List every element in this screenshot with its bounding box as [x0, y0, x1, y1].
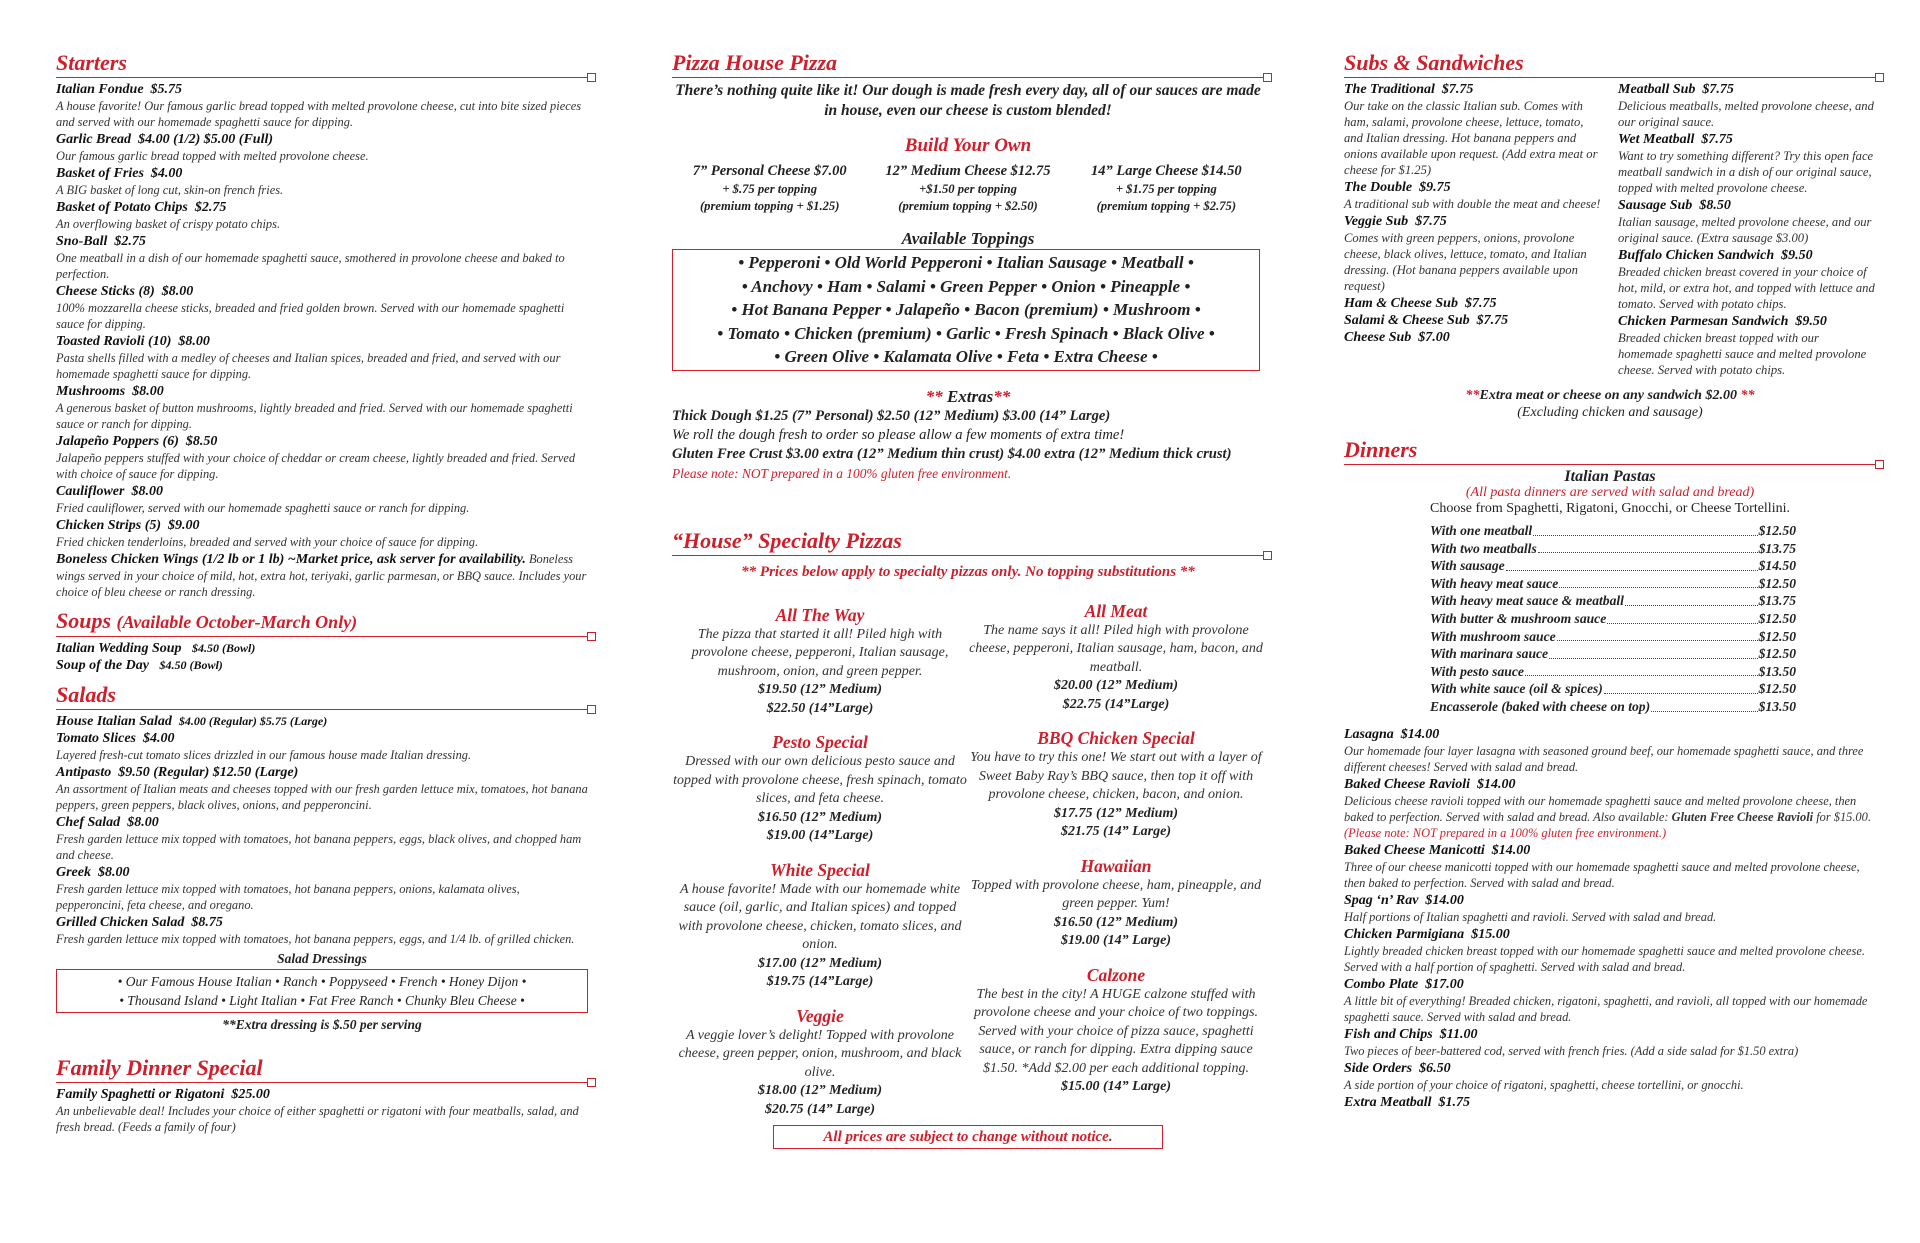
specialty-pizza	[968, 728, 1264, 842]
pasta-subtitle: (All pasta dinners are served with salad and bread)	[1465, 485, 1755, 500]
pizza-desc: Dressed with our own delicious pesto sauce and topped with provolone cheese, fresh spinach, tomato slices, and feta cheese.	[673, 754, 967, 806]
menu-item-desc: Our homemade four layer lasagna with seasoned ground beef, our homemade spaghetti sauce, and three different cheeses! Served with salad and bread.	[1344, 743, 1864, 774]
pizza-desc: A veggie lover’s delight! Topped with provolone cheese, green pepper, onion, mushroom, and black olive.	[678, 1027, 962, 1080]
extra-dressing-note: **Extra dressing is $.50 per serving	[222, 1017, 422, 1032]
specialty-pizza-grid	[672, 589, 1264, 1134]
price-change-notice: All prices are subject to change without notice.	[773, 1125, 1163, 1149]
menu-item-desc: An overflowing basket of crispy potato chips.	[56, 217, 281, 231]
specialty-pizza	[672, 1006, 968, 1120]
menu-item-name: Chicken Parmigiana $15.00	[1344, 926, 1510, 942]
pasta-row: With white sauce (oil & spices) $12.50	[1430, 681, 1796, 697]
menu-item-name: Mushrooms $8.00	[56, 384, 164, 399]
menu-item-name: Sausage Sub $8.50	[1618, 198, 1731, 213]
menu-item-name: Basket of Fries $4.00	[56, 166, 183, 181]
pizza-price: $17.00 (12” Medium)	[757, 955, 883, 971]
wings-item	[56, 551, 588, 600]
menu-item-desc: A BIG basket of long cut, skin-on french fries.	[56, 183, 284, 197]
menu-item-desc: Jalapeño peppers stuffed with your choice of cheddar or cream cheese, lightly breaded and fried. Served with choice of sauce for dipping.	[56, 451, 576, 481]
pizza-size-topping: +$1.50 per topping	[919, 182, 1017, 196]
pizza-size-premium: (premium topping + $1.25)	[699, 199, 840, 213]
menu-item-name: Lasagna $14.00	[1344, 726, 1440, 742]
menu-item-desc: Delicious meatballs, melted provolone cheese, and our original sauce.	[1618, 99, 1874, 129]
wings-name: Boneless Chicken Wings (1/2 lb or 1 lb) ~Market price, ask server for availability.	[56, 552, 526, 567]
menu-item-name: The Double $9.75	[1344, 180, 1451, 195]
pizza-price: $20.75 (14” Large)	[764, 1101, 876, 1117]
menu-item-name: Chicken Strips (5) $9.00	[56, 518, 200, 533]
menu-item-desc: Want to try something different? Try this open face meatball sandwich in a dish of our original sauce, topped with melted provolone cheese.	[1618, 149, 1874, 195]
pizza-sizes	[672, 161, 1264, 215]
subs-heading: Subs & Sandwiches	[1344, 52, 1876, 78]
pizza-price: $19.00 (14” Large)	[1060, 933, 1172, 948]
pasta-price-list	[1430, 522, 1796, 716]
specialty-pizza	[672, 732, 968, 846]
menu-item-desc: Lightly breaded chicken breast topped with our homemade spaghetti sauce and melted provolone cheese. Served with a half portion of spaghetti. Served with salad and bread.	[1344, 943, 1865, 974]
menu-item-desc: Fresh garden lettuce mix topped with tomatoes, hot banana peppers, eggs, black olives, and chopped ham and cheese.	[56, 832, 582, 862]
pasta-choose-note: Choose from Spaghetti, Rigatoni, Gnocchi, or Cheese Tortellini.	[1430, 501, 1790, 516]
dinners-heading: Dinners	[1344, 439, 1876, 465]
menu-item-desc: Fried cauliflower, served with our homemade spaghetti sauce or ranch for dipping.	[56, 501, 470, 515]
pizza-price: $19.50 (12” Medium)	[757, 682, 883, 697]
menu-item-desc: Breaded chicken breast topped with our homemade spaghetti sauce and melted provolone cheese. Served with potato chips.	[1618, 331, 1867, 377]
pasta-row: With mushroom sauce $12.50	[1430, 628, 1796, 644]
pizza-name: Hawaiian	[1080, 855, 1152, 876]
menu-item-name: Tomato Slices $4.00	[56, 731, 175, 746]
menu-item-desc: 100% mozzarella cheese sticks, breaded and fried golden brown. Served with our homemade spaghetti sauce for dipping.	[56, 301, 565, 331]
pizza-name: White Special	[770, 859, 870, 880]
menu-item-name: Jalapeño Poppers (6) $8.50	[56, 434, 218, 449]
pizza-price: $15.00 (14” Large)	[1060, 1079, 1172, 1094]
menu-item-name: Side Orders $6.50	[1344, 1060, 1451, 1076]
pizza-tagline: There’s nothing quite like it! Our dough is made fresh every day, all of our sauces are made in house, even our cheese is custom blended!	[675, 82, 1261, 119]
pizza-size-name: 12” Medium Cheese $12.75	[885, 163, 1051, 179]
specialty-pizza	[672, 605, 968, 719]
menu-item-desc: One meatball in a dish of our homemade spaghetti sauce, smothered in provolone cheese and baked to perfection.	[56, 251, 565, 281]
menu-item-name: Baked Cheese Ravioli $14.00	[1344, 776, 1516, 792]
extras-title: ** Extras**	[925, 386, 1011, 406]
menu-item-name: Ham & Cheese Sub $7.75	[1344, 296, 1497, 311]
pasta-row: With sausage $14.50	[1430, 558, 1796, 574]
pizza-desc: The name says it all! Piled high with provolone cheese, pepperoni, Italian sausage, ham, bacon, and meatball.	[969, 622, 1263, 675]
menu-item-desc: Layered fresh-cut tomato slices drizzled in our famous house made Italian dressing.	[56, 748, 472, 762]
pizza-house-heading: Pizza House Pizza	[672, 52, 1264, 78]
pizza-price: $19.75 (14”Large)	[766, 974, 874, 989]
toppings-line: • Tomato • Chicken (premium) • Garlic • Fresh Spinach • Black Olive •	[717, 323, 1215, 343]
soups-heading: Soups (Available October-March Only)	[56, 610, 588, 637]
menu-item-name: Wet Meatball $7.75	[1618, 132, 1733, 147]
menu-item-name: Cauliflower $8.00	[56, 484, 163, 499]
menu-item-desc: Comes with green peppers, onions, provolone cheese, black olives, lettuce, tomato, and Italian dressing. (Hot banana peppers available upon request)	[1344, 231, 1587, 293]
dressings-line: • Our Famous House Italian • Ranch • Poppyseed • French • Honey Dijon •	[117, 974, 527, 989]
menu-item-name: Meatball Sub $7.75	[1618, 82, 1734, 97]
menu-column-left	[56, 52, 588, 1136]
toppings-line: • Hot Banana Pepper • Jalapeño • Bacon (premium) • Mushroom •	[731, 300, 1201, 319]
pizza-price: $22.75 (14”Large)	[1062, 696, 1170, 712]
menu-item-name: Basket of Potato Chips $2.75	[56, 200, 227, 215]
menu-item-desc: An assortment of Italian meats and cheeses topped with our fresh garden lettuce mix, tomatoes, hot banana peppers, green peppers, black olives, onions, and pepperoncini.	[56, 782, 588, 812]
pasta-row: Encasserole (baked with cheese on top) $13.50	[1430, 698, 1796, 714]
menu-item-desc: A house favorite! Our famous garlic bread topped with melted provolone cheese, cut into bite sized pieces and served with our homemade spaghetti sauce for dipping.	[56, 99, 582, 129]
salad-dressings-box	[56, 969, 588, 1013]
pizza-size-premium: (premium topping + $2.75)	[1096, 199, 1237, 213]
starters-list	[56, 81, 588, 600]
specialty-pizza	[968, 965, 1264, 1097]
pizza-price: $22.50 (14”Large)	[766, 700, 874, 716]
menu-column-right	[1344, 52, 1876, 1111]
menu-item-desc: Delicious cheese ravioli topped with our homemade spaghetti sauce and melted provolone cheese, then baked to perfection. Served with salad and bread. Also available: Gluten Free Cheese Ravioli for $15.00. (Please note: NOT prepared in a 100% gluten free environment.)	[1344, 793, 1871, 840]
italian-pastas-title: Italian Pastas	[1564, 468, 1656, 485]
pizza-name: Calzone	[1086, 964, 1146, 985]
pasta-row: With butter & mushroom sauce $12.50	[1430, 610, 1796, 626]
pizza-desc: The best in the city! A HUGE calzone stuffed with provolone cheese and your choice of two toppings. Served with your choice of pizza sauce, spaghetti sauce, or ranch for dipping. Extra dipping sauce $1.50. *Add $2.00 per each additional topping.	[973, 986, 1259, 1076]
specialty-pizza	[968, 856, 1264, 951]
menu-item-name: Fish and Chips $11.00	[1344, 1026, 1478, 1042]
pizza-desc: The pizza that started it all! Piled high with provolone cheese, pepperoni, Italian sausage, mushroom, onion, and green pepper.	[691, 626, 949, 679]
menu-item-name: Veggie Sub $7.75	[1344, 214, 1447, 229]
specialty-pizzas-heading: “House” Specialty Pizzas	[672, 530, 1264, 556]
subs-column-left	[1344, 81, 1602, 379]
pasta-row: With one meatball $12.50	[1430, 523, 1796, 538]
menu-item-desc: An unbelievable deal! Includes your choice of either spaghetti or rigatoni with four meatballs, salad, and fresh bread. (Feeds a family of four)	[56, 1104, 579, 1134]
menu-item-name: Soup of the Day $4.50 (Bowl)	[56, 658, 223, 673]
dressings-line: • Thousand Island • Light Italian • Fat Free Ranch • Chunky Bleu Cheese •	[119, 993, 525, 1008]
pizza-price: $20.00 (12” Medium)	[1053, 678, 1179, 693]
menu-item-desc: Half portions of Italian spaghetti and ravioli. Served with salad and bread.	[1344, 909, 1717, 924]
pizza-price: $18.00 (12” Medium)	[757, 1083, 883, 1098]
pasta-row: With heavy meat sauce & meatball $13.75	[1430, 593, 1796, 609]
menu-item-name: Salami & Cheese Sub $7.75	[1344, 313, 1509, 328]
menu-item-name: Italian Wedding Soup $4.50 (Bowl)	[56, 641, 256, 656]
pizza-size-topping: + $.75 per topping	[722, 182, 817, 196]
salads-heading: Salads	[56, 684, 588, 710]
pizza-size	[1069, 161, 1264, 215]
menu-item-desc: Three of our cheese manicotti topped with our homemade spaghetti sauce and melted provolone cheese, then baked to perfection. Served with salad and bread.	[1344, 859, 1860, 890]
toppings-box	[672, 249, 1260, 371]
sandwich-extra-note: **Extra meat or cheese on any sandwich $2.00 **	[1465, 388, 1755, 403]
menu-item-desc: Fried chicken tenderloins, breaded and served with your choice of sauce for dipping.	[56, 535, 479, 549]
menu-item-name: Toasted Ravioli (10) $8.00	[56, 334, 210, 349]
pizza-name: Veggie	[796, 1005, 844, 1026]
menu-item-name: Garlic Bread $4.00 (1/2) $5.00 (Full)	[56, 132, 274, 147]
pizza-desc: Topped with provolone cheese, ham, pineapple, and green pepper. Yum!	[970, 877, 1262, 911]
family-dinner-heading: Family Dinner Special	[56, 1057, 588, 1083]
menu-item-name: Cheese Sticks (8) $8.00	[56, 284, 194, 299]
menu-item-desc: Italian sausage, melted provolone cheese, and our original sauce. (Extra sausage $3.00)	[1618, 215, 1872, 245]
menu-item-name: Antipasto $9.50 (Regular) $12.50 (Large)	[56, 765, 299, 780]
menu-item-desc: Two pieces of beer-battered cod, served with french fries. (Add a side salad for $1.50 extra)	[1344, 1043, 1799, 1058]
specialty-note: ** Prices below apply to specialty pizzas only. No topping substitutions **	[741, 563, 1195, 580]
gluten-free-crust: Gluten Free Crust $3.00 extra (12” Medium thin crust) $4.00 extra (12” Medium thick crust) Please note: NOT prepared in a 100% gluten free environment.	[672, 445, 1232, 481]
pasta-row: With pesto sauce $13.50	[1430, 663, 1796, 679]
pizza-price: $16.50 (12” Medium)	[757, 809, 883, 825]
menu-item-name: Baked Cheese Manicotti $14.00	[1344, 842, 1531, 858]
pasta-row: With marinara sauce $12.50	[1430, 646, 1796, 662]
specialty-pizza	[968, 601, 1264, 715]
pizza-size-name: 7” Personal Cheese $7.00	[692, 163, 847, 179]
pizza-size	[672, 161, 867, 215]
available-toppings-title: Available Toppings	[901, 229, 1035, 248]
pizza-price: $19.00 (14”Large)	[766, 828, 874, 843]
menu-item-desc: Our famous garlic bread topped with melted provolone cheese.	[56, 149, 369, 163]
toppings-line: • Green Olive • Kalamata Olive • Feta • Extra Cheese •	[774, 347, 1158, 366]
pizza-price: $21.75 (14” Large)	[1060, 824, 1172, 839]
menu-item-name: The Traditional $7.75	[1344, 82, 1474, 97]
menu-item-name: House Italian Salad $4.00 (Regular) $5.75 (Large)	[56, 714, 328, 729]
pizza-name: Pesto Special	[772, 732, 868, 752]
menu-item-desc: Our take on the classic Italian sub. Comes with ham, salami, provolone cheese, lettuce, tomato, and Italian dressing. Hot banana peppers and onions available upon request. (Add extra meat or cheese for $1.25)	[1344, 99, 1598, 177]
menu-item-name: Combo Plate $17.00	[1344, 976, 1464, 992]
starters-heading: Starters	[56, 52, 588, 78]
toppings-line: • Anchovy • Ham • Salami • Green Pepper • Onion • Pineapple •	[741, 276, 1191, 296]
pizza-size-premium: (premium topping + $2.50)	[898, 199, 1038, 213]
pizza-price: $16.50 (12” Medium)	[1053, 914, 1179, 930]
pizza-size-topping: + $1.75 per topping	[1115, 182, 1217, 196]
subs-column-right	[1618, 81, 1876, 379]
menu-item-name: Buffalo Chicken Sandwich $9.50	[1618, 248, 1813, 263]
thick-dough: Thick Dough $1.25 (7” Personal) $2.50 (12” Medium) $3.00 (14” Large)	[672, 407, 1111, 424]
menu-item-desc: Fresh garden lettuce mix topped with tomatoes, hot banana peppers, eggs, and 1/4 lb. of grilled chicken.	[56, 932, 575, 946]
menu-item-name: Italian Fondue $5.75	[56, 82, 183, 97]
salad-dressings-title: Salad Dressings	[277, 951, 367, 966]
pizza-desc: You have to try this one! We start out with a layer of Sweet Baby Ray’s BBQ sauce, then top it off with provolone cheese, chicken, bacon, and onion.	[970, 750, 1262, 802]
pizza-desc: A house favorite! Made with our homemade white sauce (oil, garlic, and Italian spices) and topped with provolone cheese, chicken, tomato slices, and onion.	[678, 881, 962, 952]
menu-item-desc: Pasta shells filled with a medley of cheeses and Italian spices, breaded and fried, and served with our homemade spaghetti sauce for dipping.	[56, 351, 561, 381]
pasta-row: With two meatballs $13.75	[1430, 540, 1796, 556]
build-your-own-title: Build Your Own	[904, 135, 1032, 156]
menu-item-name: Sno-Ball $2.75	[56, 234, 146, 249]
menu-item-name: Spag ‘n’ Rav $14.00	[1344, 892, 1464, 908]
pizza-price: $17.75 (12” Medium)	[1053, 805, 1179, 821]
menu-item-desc: A traditional sub with double the meat and cheese!	[1344, 197, 1601, 211]
specialty-column-right	[968, 601, 1264, 1134]
pasta-row: With heavy meat sauce $12.50	[1430, 575, 1796, 591]
specialty-column-left	[672, 605, 968, 1134]
menu-item-desc: Breaded chicken breast covered in your choice of hot, mild, or extra hot, and topped with lettuce and tomato. Served with potato chips.	[1618, 265, 1875, 311]
toppings-line: • Pepperoni • Old World Pepperoni • Italian Sausage • Meatball •	[738, 253, 1194, 272]
subs-grid	[1344, 81, 1876, 379]
menu-item-desc: Fresh garden lettuce mix topped with tomatoes, hot banana peppers, onions, kalamata olives, pepperoncini, feta cheese, and oregano.	[56, 882, 520, 912]
thick-dough-note: We roll the dough fresh to order so please allow a few moments of extra time!	[672, 426, 1125, 443]
menu-item-name: Chicken Parmesan Sandwich $9.50	[1618, 314, 1827, 329]
pizza-name: All The Way	[775, 604, 865, 625]
specialty-pizza	[672, 860, 968, 992]
menu-item-desc: A little bit of everything! Breaded chicken, rigatoni, spaghetti, and ravioli, all topped with our homemade spaghetti sauce. Served with salad and bread.	[1344, 993, 1868, 1024]
pizza-name: All Meat	[1084, 600, 1148, 621]
menu-item-name: Family Spaghetti or Rigatoni $25.00	[56, 1087, 270, 1102]
pizza-size-name: 14” Large Cheese $14.50	[1090, 163, 1242, 179]
menu-item-name: Extra Meatball $1.75	[1344, 1094, 1471, 1110]
wings-desc: Boneless wings served in your choice of mild, hot, extra hot, teriyaki, garlic parmesan, or BBQ sauce. Includes your choice of bleu cheese or ranch dressing.	[56, 552, 587, 599]
menu-item-name: Greek $8.00	[56, 865, 130, 880]
menu-item-name: Grilled Chicken Salad $8.75	[56, 915, 223, 930]
menu-item-desc: A generous basket of button mushrooms, lightly breaded and fried. Served with our homemade spaghetti sauce or ranch for dipping.	[56, 401, 573, 431]
menu-column-middle	[672, 52, 1264, 1149]
pizza-size	[870, 161, 1065, 215]
pizza-name: BBQ Chicken Special	[1037, 728, 1195, 748]
sandwich-extra-exclusion: (Excluding chicken and sausage)	[1517, 405, 1703, 420]
menu-item-desc: A side portion of your choice of rigatoni, spaghetti, cheese tortellini, or gnocchi.	[1344, 1077, 1744, 1092]
menu-item-name: Chef Salad $8.00	[56, 815, 159, 830]
menu-item-name: Cheese Sub $7.00	[1344, 330, 1450, 345]
